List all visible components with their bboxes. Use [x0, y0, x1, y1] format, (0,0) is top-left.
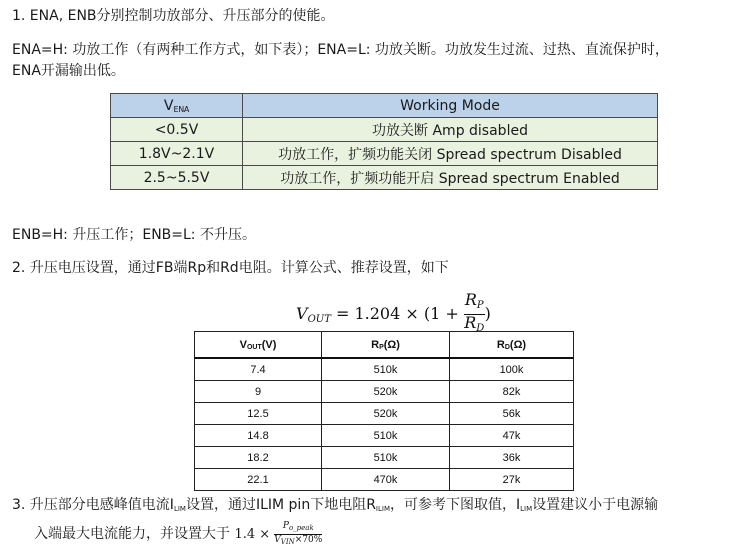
cell-vout: 18.2 [195, 447, 322, 469]
cell-voltage: <0.5V [111, 118, 243, 142]
formula-fraction: $\frac{P_{o\_peak}}{V_{VIN}\times 70\%}$ [274, 521, 323, 546]
cell-vout: 14.8 [195, 425, 322, 447]
cell-rd: 27k [450, 469, 574, 491]
table-row [195, 425, 574, 447]
cell-rd: 82k [450, 381, 574, 403]
table-row [111, 166, 658, 190]
column-header-vena: $V_{ENA}$ [111, 94, 243, 118]
column-header-rp: RP(Ω) [322, 332, 450, 359]
section1-heading: 1. ENA, ENB分别控制功放部分、升压部分的使能。 [12, 8, 335, 24]
ena-mode-table [110, 93, 658, 190]
table-row [111, 142, 658, 166]
table-row [195, 403, 574, 425]
cell-mode: 功放工作，扩频功能关闭 Spread spectrum Disabled [243, 142, 658, 166]
section3-line1: 3. 升压部分电感峰值电流ILIM设置，通过ILIM pin下地电阻RILIM，可参考下图取值，ILIM设置建议小于电源输 [12, 497, 659, 513]
column-header-vout: VOUT(V) [195, 332, 322, 359]
cell-rd: 56k [450, 403, 574, 425]
vout-formula: VOUT = 1.204 × (1 + $\frac{RP}{RD}$ ) [296, 292, 491, 337]
formula-fraction: $\frac{RP}{RD}$ [464, 290, 485, 334]
section3-line2: 入端最大电流能力，并设置大于 1.4 × $\frac{P_{o\_peak}}{V_{VIN}\times 70\%}$ [34, 521, 323, 546]
section2-heading: 2. 升压电压设置，通过FB端Rp和Rd电阻。计算公式、推荐设置，如下 [12, 260, 449, 276]
cell-rp: 520k [322, 403, 450, 425]
cell-rd: 36k [450, 447, 574, 469]
cell-vout: 9 [195, 381, 322, 403]
table-header-row [111, 94, 658, 118]
cell-rp: 510k [322, 447, 450, 469]
cell-rd: 47k [450, 425, 574, 447]
cell-voltage: 2.5~5.5V [111, 166, 243, 190]
table-row [195, 381, 574, 403]
cell-vout: 12.5 [195, 403, 322, 425]
column-header-rd: RD(Ω) [450, 332, 574, 359]
cell-rp: 510k [322, 425, 450, 447]
table-header-row [195, 332, 574, 359]
cell-vout: 22.1 [195, 469, 322, 491]
cell-mode: 功放工作，扩频功能开启 Spread spectrum Enabled [243, 166, 658, 190]
cell-voltage: 1.8V~2.1V [111, 142, 243, 166]
cell-mode: 功放关断 Amp disabled [243, 118, 658, 142]
table-row [195, 358, 574, 381]
ena-description-line1: ENA=H: 功放工作（有两种工作方式，如下表）；ENA=L: 功放关断。功放发生过流、过热、直流保护时， [12, 42, 669, 58]
column-header-working-mode: Working Mode [243, 94, 658, 118]
table-row [195, 447, 574, 469]
cell-vout: 7.4 [195, 358, 322, 381]
cell-rp: 510k [322, 358, 450, 381]
cell-rd: 100k [450, 358, 574, 381]
table-row [195, 469, 574, 491]
table-row [111, 118, 658, 142]
ena-description-line2: ENA开漏输出低。 [12, 63, 125, 79]
enb-description: ENB=H: 升压工作；ENB=L: 不升压。 [12, 227, 256, 243]
cell-rp: 470k [322, 469, 450, 491]
cell-rp: 520k [322, 381, 450, 403]
current-limit-formula: 1.4 × $\frac{P_{o\_peak}}{V_{VIN}\times 70\%}$ [234, 521, 323, 546]
boost-setting-table [194, 331, 574, 491]
